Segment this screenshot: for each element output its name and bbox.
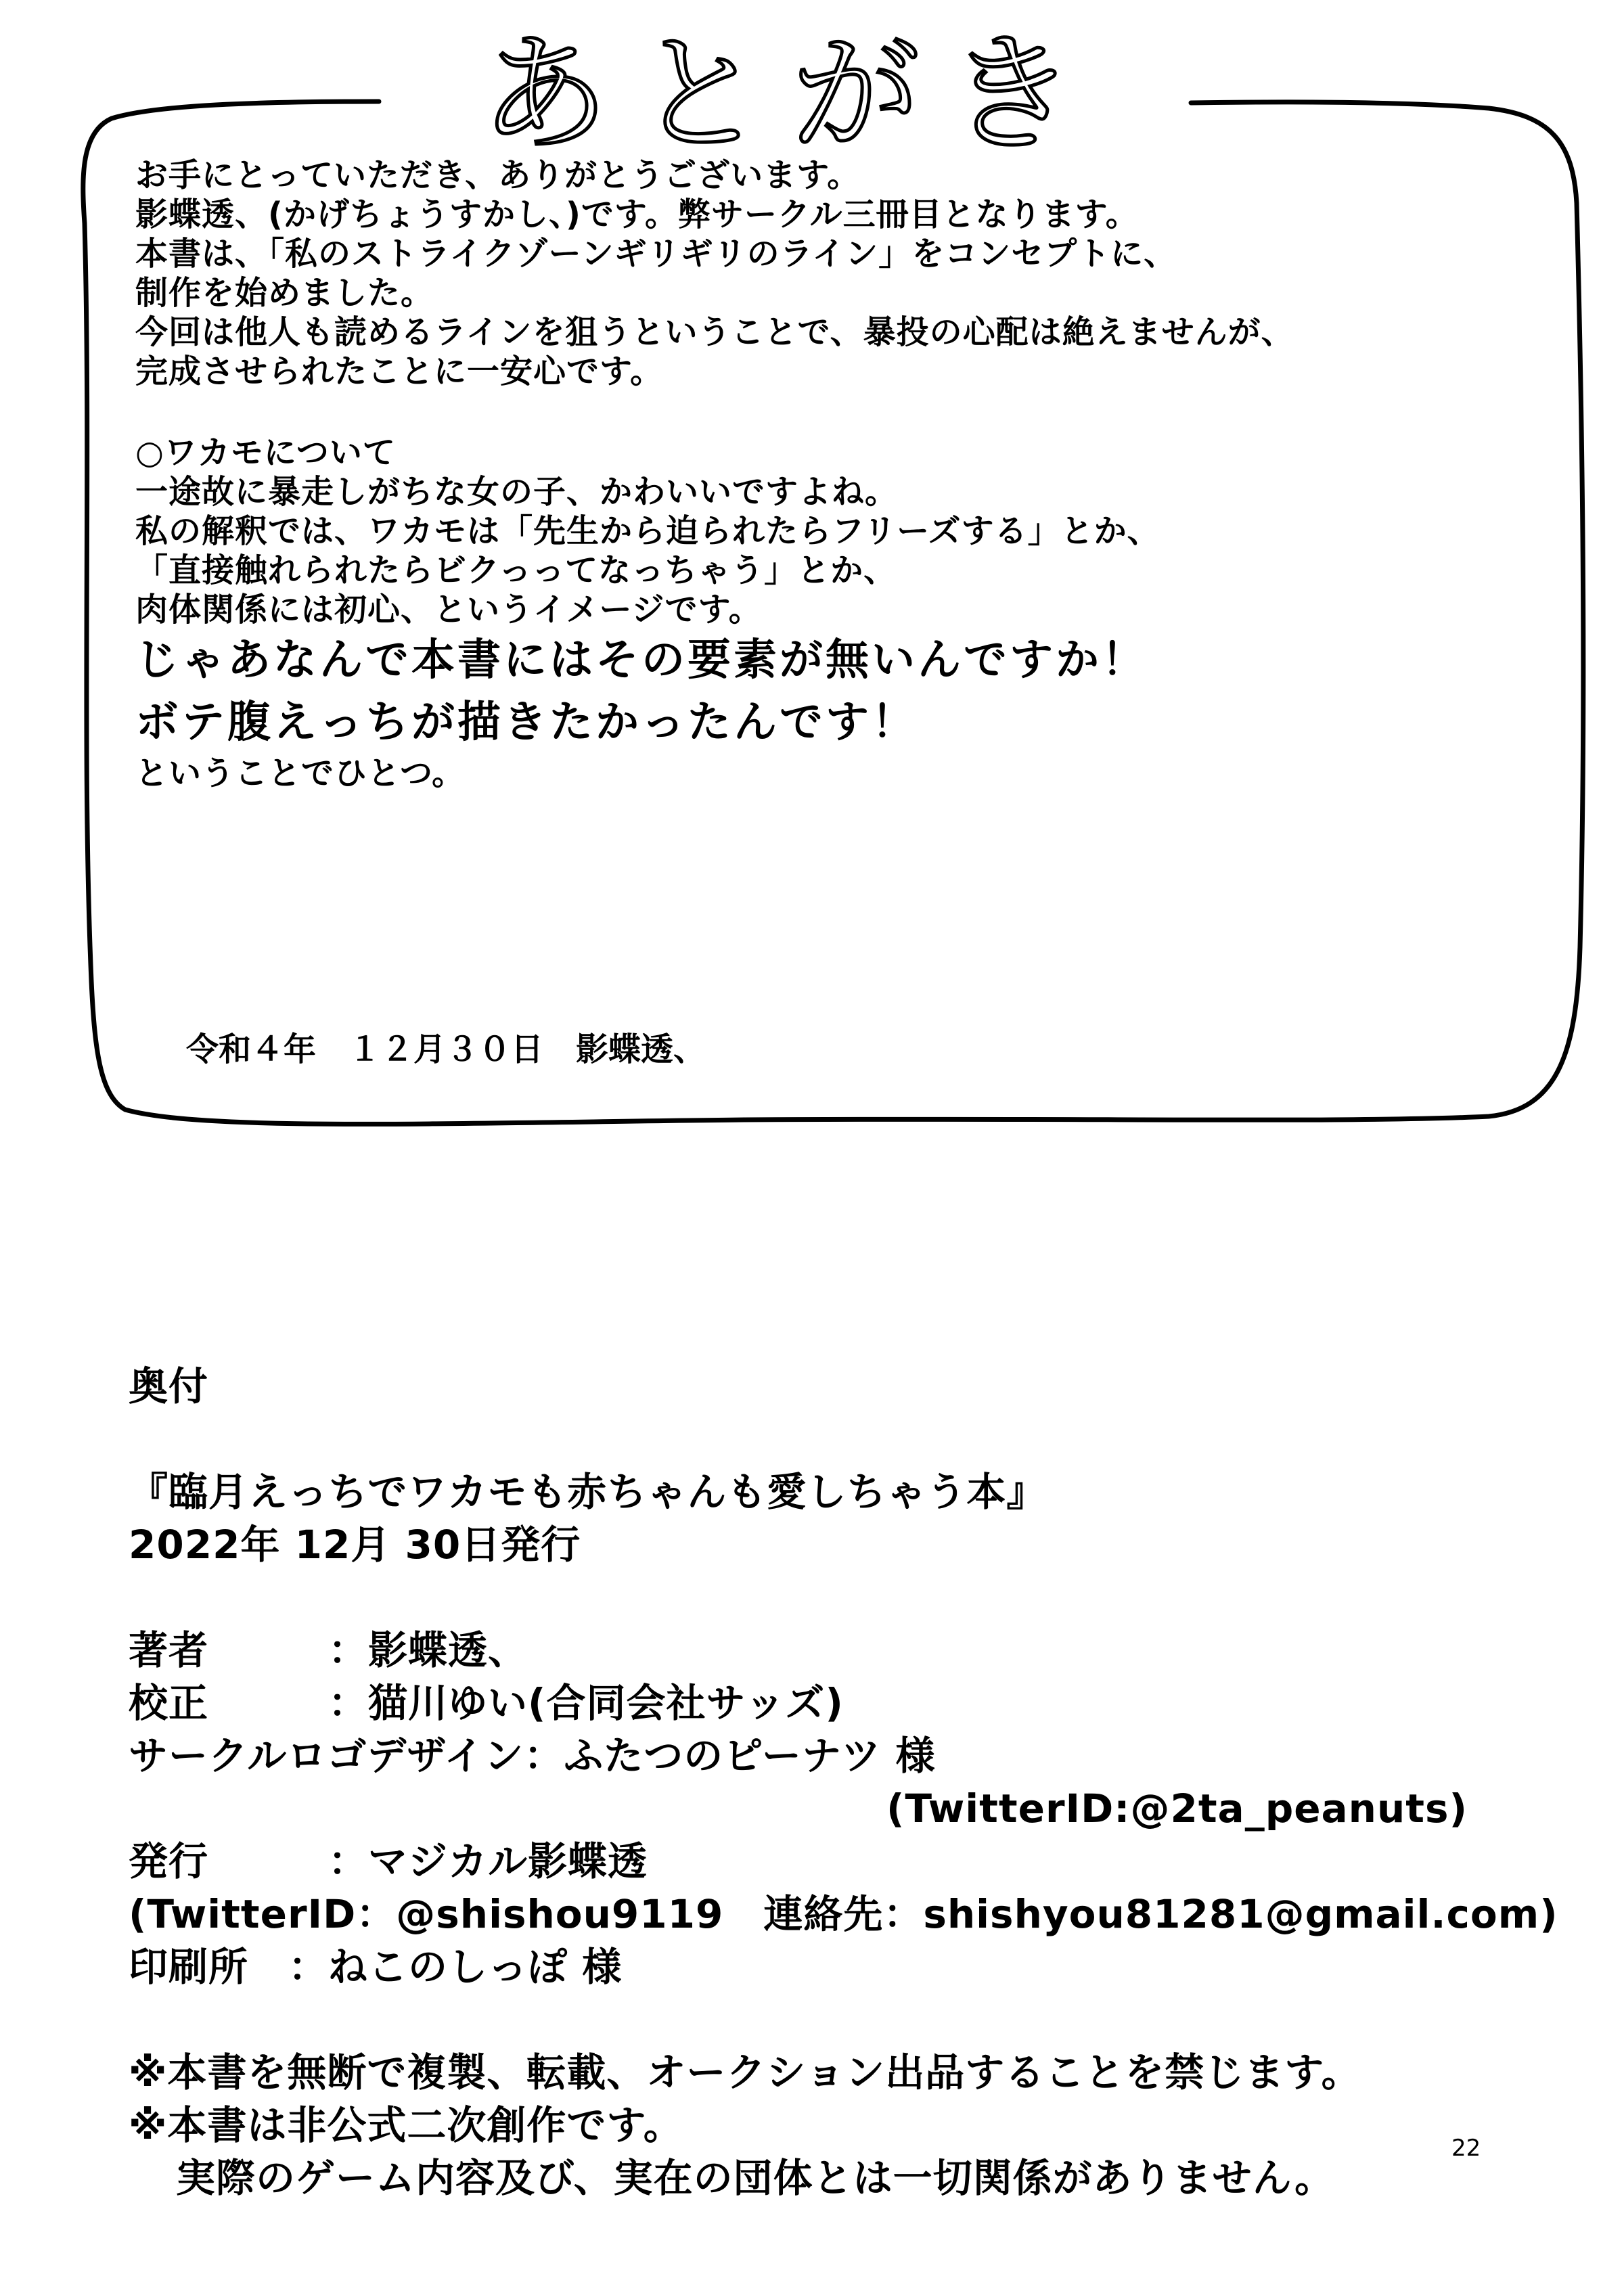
colophon-notice: ※本書を無断で複製、転載、オークション出品することを禁じます。 [129, 2049, 1361, 2095]
afterword-line: 制作を始めました。 [135, 274, 434, 312]
colophon-author: 著者 ：影蝶透、 [129, 1627, 528, 1673]
afterword-line: 私の解釈では、ワカモは「先生から迫られたらフリーズする」とか、 [135, 512, 1160, 550]
page-number: 22 [1451, 2135, 1481, 2162]
afterword-line: ○ワカモについて [135, 434, 396, 472]
paragraph-gap [135, 391, 1529, 433]
afterword-heading [352, 14, 1232, 169]
colophon-publisher: 発行 ：マジカル影蝶透 [129, 1838, 648, 1884]
afterword-emphasis-line: ボテ腹えっちが描きたかったんです！ [135, 698, 918, 748]
colophon-printer: 印刷所 ：ねこのしっぽ 様 [129, 1944, 623, 1990]
afterword-line: ということでひとつ。 [135, 754, 466, 792]
colophon-gap [129, 1413, 1550, 1466]
afterword-line: 「直接触れられたらビクっってなっちゃう」とか、 [135, 551, 897, 589]
afterword-line: 本書は、「私のストライクゾーンギリギリのライン」をコンセプトに、 [135, 235, 1177, 273]
colophon-title: 『臨月えっちでワカモも赤ちゃんも愛しちゃう本』 [129, 1469, 1047, 1515]
afterword-heading-text: あとがき [480, 20, 1104, 169]
colophon-publisher-contact: (TwitterID：@shishou9119 連絡先：shishyou81281@gmail.com) [129, 1891, 1558, 1937]
afterword-line: 今回は他人も読めるラインを狙うということで、暴投の心配は絶えませんが、 [135, 313, 1294, 351]
colophon-date: 2022年 12月 30日発行 [129, 1522, 581, 1568]
colophon-notice: 実際のゲーム内容及び、実在の団体とは一切関係がありません。 [176, 2155, 1335, 2201]
colophon-logo-design: サークルロゴデザイン：ふたつのピーナツ 様 [129, 1733, 936, 1779]
colophon-gap [129, 1993, 1550, 2046]
colophon-notice: ※本書は非公式二次創作です。 [129, 2102, 683, 2148]
afterword-line: 完成させられたことに一安心です。 [135, 353, 664, 390]
colophon-gap [129, 1571, 1550, 1624]
afterword-body [135, 156, 1529, 793]
colophon-proofreading: 校正 ：猫川ゆい(合同会社サッズ) [129, 1680, 844, 1726]
colophon-logo-twitter: (TwitterID:@2ta_peanuts) [886, 1786, 1468, 1832]
afterword-line: お手にとっていただき、ありがとうございます。 [135, 156, 861, 194]
colophon [129, 1360, 1558, 2204]
afterword-emphasis-line: じゃあなんで本書にはその要素が無いんですか！ [135, 635, 1148, 685]
colophon-heading: 奥付 [129, 1363, 209, 1409]
afterword-line: 一途故に暴走しがちな女の子、かわいいですよね。 [135, 473, 899, 511]
afterword-line: 肉体関係には初心、というイメージです。 [135, 591, 762, 629]
afterword-line: 影蝶透、(かげちょうすかし、)です。弊サークル三冊目となります。 [135, 196, 1139, 233]
afterword-signature: 令和４年 １２月３０日 影蝶透、 [186, 1030, 706, 1068]
